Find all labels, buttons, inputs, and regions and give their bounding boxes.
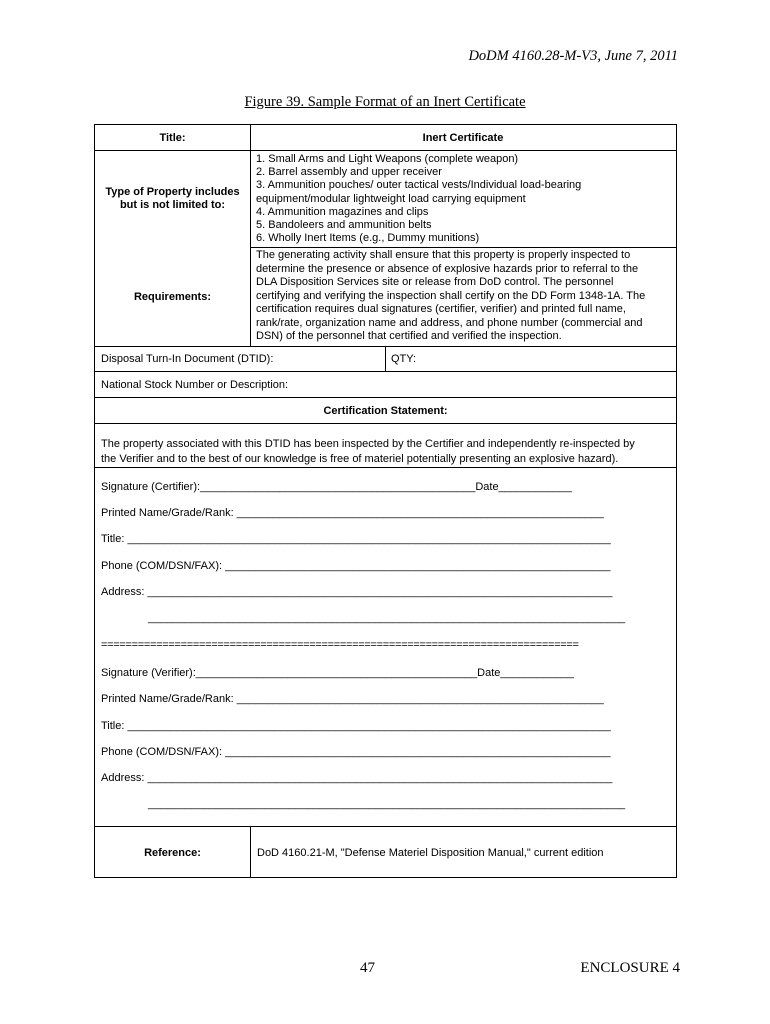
verifier-name-line: Printed Name/Grade/Rank: ____________________________________________________________ bbox=[101, 693, 604, 705]
certifier-signature-line: Signature (Certifier):_____________________________________________Date____________ bbox=[101, 481, 572, 493]
verifier-address-line: Address: ____________________________________________________________________________ bbox=[101, 772, 613, 784]
statement-line: The property associated with this DTID has been inspected by the Certifier and independently re-inspected by bbox=[101, 438, 635, 450]
row-divider bbox=[95, 826, 676, 827]
row-divider bbox=[95, 150, 676, 151]
requirements-text bbox=[256, 249, 645, 344]
property-type-list bbox=[256, 153, 581, 245]
verifier-signature-line: Signature (Verifier):______________________________________________Date____________ bbox=[101, 667, 574, 679]
property-type-label-line: Type of Property includes bbox=[105, 186, 240, 198]
statement-line: the Verifier and to the best of our knowledge is free of materiel potentially presenting an explosive hazard). bbox=[101, 452, 619, 465]
column-divider bbox=[250, 826, 251, 878]
row-divider bbox=[95, 397, 676, 398]
verifier-phone-line: Phone (COM/DSN/FAX): _______________________________________________________________ bbox=[101, 746, 611, 758]
figure-title-text: Figure 39. Sample Format of an Inert Certificate bbox=[244, 94, 526, 110]
row-divider bbox=[250, 247, 676, 248]
row-divider bbox=[95, 467, 676, 468]
list-item: 6. Wholly Inert Items (e.g., Dummy munitions) bbox=[256, 232, 480, 245]
verifier-address-continuation: ______________________________________________________________________________ bbox=[148, 798, 626, 810]
certifier-address-continuation: ______________________________________________________________________________ bbox=[148, 612, 626, 624]
verifier-title-line: Title: _______________________________________________________________________________ bbox=[101, 720, 611, 732]
row-divider bbox=[95, 371, 676, 372]
certifier-phone-line: Phone (COM/DSN/FAX): _______________________________________________________________ bbox=[101, 560, 611, 572]
property-type-label bbox=[95, 186, 250, 213]
nsn-label: National Stock Number or Description: bbox=[101, 379, 289, 391]
certifier-name-line: Printed Name/Grade/Rank: ____________________________________________________________ bbox=[101, 507, 604, 519]
column-divider bbox=[250, 125, 251, 346]
figure-title bbox=[0, 94, 770, 111]
certifier-title-line: Title: _______________________________________________________________________________ bbox=[101, 533, 611, 545]
certification-statement-label: Certification Statement: bbox=[323, 405, 448, 417]
inert-certificate-form bbox=[94, 124, 677, 878]
reference-value: DoD 4160.21-M, "Defense Materiel Disposition Manual," current edition bbox=[257, 847, 604, 859]
qty-label: QTY: bbox=[391, 353, 417, 365]
document-reference: DoDM 4160.28-M-V3, June 7, 2011 bbox=[468, 48, 678, 64]
requirements-line: certification requires dual signatures (certifier, verifier) and printed full name, bbox=[256, 303, 626, 315]
certificate-title: Inert Certificate bbox=[422, 132, 504, 144]
requirements-line: certifying and verifying the inspection shall certify on the DD Form 1348-1A. The bbox=[256, 289, 646, 302]
page-number: 47 bbox=[360, 960, 375, 976]
requirements-line: DSN) of the personnel that certified and verified the inspection. bbox=[256, 330, 562, 342]
certification-statement-text bbox=[101, 437, 635, 466]
property-type-label-line: but is not limited to: bbox=[119, 199, 226, 212]
list-item: 2. Barrel assembly and upper receiver bbox=[256, 166, 442, 179]
requirements-line: determine the presence or absence of explosive hazards prior to referral to the bbox=[256, 262, 639, 275]
title-label: Title: bbox=[159, 132, 186, 144]
list-item: equipment/modular lightweight load carrying equipment bbox=[256, 192, 526, 205]
requirements-label: Requirements: bbox=[133, 291, 212, 303]
requirements-line: rank/rate, organization name and address, and phone number (commercial and bbox=[256, 316, 643, 329]
list-item: 5. Bandoleers and ammunition belts bbox=[256, 219, 432, 232]
enclosure-label: ENCLOSURE 4 bbox=[580, 960, 680, 976]
row-divider bbox=[95, 423, 676, 424]
list-item: 3. Ammunition pouches/ outer tactical vests/Individual load-bearing bbox=[256, 179, 582, 192]
section-separator: ============================================================================== bbox=[101, 639, 579, 651]
column-divider bbox=[385, 346, 386, 371]
certifier-address-line: Address: ____________________________________________________________________________ bbox=[101, 586, 613, 598]
list-item: 1. Small Arms and Light Weapons (complete weapon) bbox=[256, 153, 519, 165]
reference-label: Reference: bbox=[144, 847, 201, 859]
requirements-line: The generating activity shall ensure that this property is properly inspected to bbox=[256, 249, 631, 261]
requirements-line: DLA Disposition Services site or release from DoD control. The personnel bbox=[256, 276, 614, 288]
list-item: 4. Ammunition magazines and clips bbox=[256, 205, 429, 218]
dtid-label: Disposal Turn-In Document (DTID): bbox=[101, 353, 274, 365]
